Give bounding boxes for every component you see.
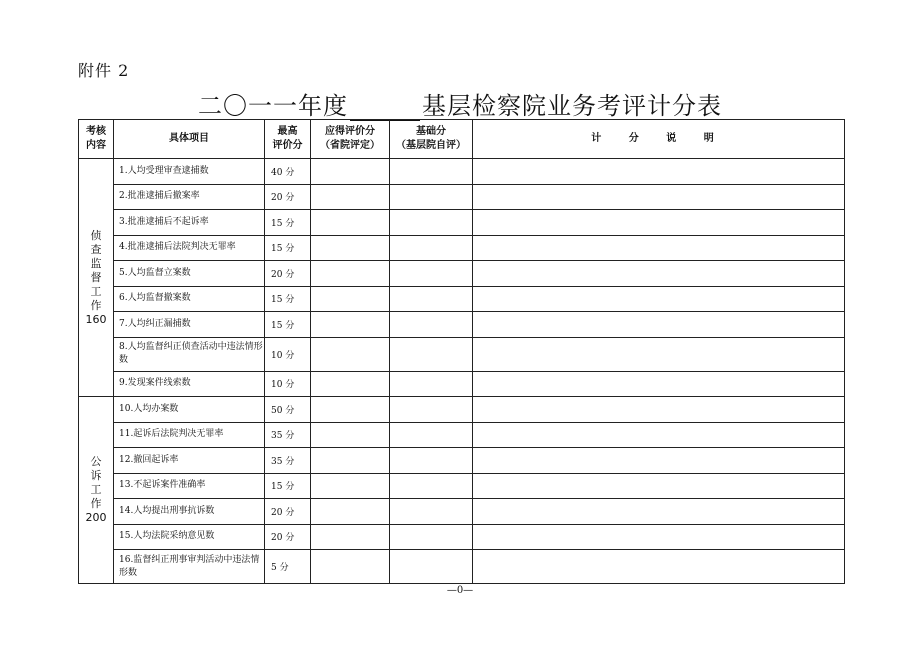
- base-score-cell[interactable]: [390, 210, 473, 236]
- item-cell: 14.人均提出刑事抗诉数: [114, 499, 265, 525]
- table-row: [79, 550, 845, 584]
- explanation-cell[interactable]: [473, 210, 845, 236]
- explanation-cell[interactable]: [473, 448, 845, 474]
- table-body: [79, 159, 845, 584]
- header-max-score: 最高 评价分: [265, 120, 311, 159]
- explanation-cell[interactable]: [473, 550, 845, 584]
- item-cell: 4.批准逮捕后法院判决无罪率: [114, 235, 265, 261]
- max-score-cell: 20 分: [265, 184, 311, 210]
- table-row: [79, 499, 845, 525]
- max-score-cell: 50 分: [265, 397, 311, 423]
- attachment-label: 附件 2: [78, 61, 130, 80]
- table-row: [79, 312, 845, 338]
- max-score-cell: 15 分: [265, 312, 311, 338]
- explanation-cell[interactable]: [473, 261, 845, 287]
- table-row: [79, 184, 845, 210]
- provincial-score-cell[interactable]: [311, 422, 390, 448]
- table-row: [79, 235, 845, 261]
- table-row: [79, 448, 845, 474]
- explanation-cell[interactable]: [473, 337, 845, 371]
- table-row: [79, 261, 845, 287]
- table-row: [79, 397, 845, 423]
- title-blank-line: [350, 97, 420, 121]
- table-row: [79, 159, 845, 185]
- header-category: 考核 内容: [79, 120, 114, 159]
- max-score-cell: 40 分: [265, 159, 311, 185]
- base-score-cell[interactable]: [390, 312, 473, 338]
- base-score-cell[interactable]: [390, 261, 473, 287]
- item-cell: 1.人均受理审查逮捕数: [114, 159, 265, 185]
- max-score-cell: 15 分: [265, 286, 311, 312]
- item-cell: 5.人均监督立案数: [114, 261, 265, 287]
- base-score-cell[interactable]: [390, 422, 473, 448]
- title-main: 基层检察院业务考评计分表: [422, 92, 722, 120]
- provincial-score-cell[interactable]: [311, 499, 390, 525]
- provincial-score-cell[interactable]: [311, 337, 390, 371]
- header-base-score: 基础分 （基层院自评）: [390, 120, 473, 159]
- table-row: [79, 524, 845, 550]
- table-row: [79, 473, 845, 499]
- explanation-cell[interactable]: [473, 397, 845, 423]
- base-score-cell[interactable]: [390, 159, 473, 185]
- explanation-cell[interactable]: [473, 235, 845, 261]
- explanation-cell[interactable]: [473, 499, 845, 525]
- item-cell: 13.不起诉案件准确率: [114, 473, 265, 499]
- max-score-cell: 10 分: [265, 337, 311, 371]
- base-score-cell[interactable]: [390, 337, 473, 371]
- table-row: [79, 337, 845, 371]
- explanation-cell[interactable]: [473, 524, 845, 550]
- explanation-cell[interactable]: [473, 473, 845, 499]
- max-score-cell: 20 分: [265, 524, 311, 550]
- provincial-score-cell[interactable]: [311, 397, 390, 423]
- item-cell: 6.人均监督撤案数: [114, 286, 265, 312]
- max-score-cell: 15 分: [265, 473, 311, 499]
- provincial-score-cell[interactable]: [311, 524, 390, 550]
- category-cell: 公 诉 工 作 200: [79, 397, 114, 584]
- header-item: 具体项目: [114, 120, 265, 159]
- table-row: [79, 422, 845, 448]
- header-explanation: 计 分 说 明: [473, 120, 845, 159]
- item-cell: 9.发现案件线索数: [114, 371, 265, 397]
- provincial-score-cell[interactable]: [311, 448, 390, 474]
- base-score-cell[interactable]: [390, 524, 473, 550]
- explanation-cell[interactable]: [473, 159, 845, 185]
- base-score-cell[interactable]: [390, 235, 473, 261]
- explanation-cell[interactable]: [473, 312, 845, 338]
- item-cell: 3.批准逮捕后不起诉率: [114, 210, 265, 236]
- provincial-score-cell[interactable]: [311, 261, 390, 287]
- item-cell: 16.监督纠正刑事审判活动中违法情形数: [114, 550, 265, 584]
- max-score-cell: 5 分: [265, 550, 311, 584]
- item-cell: 12.撤回起诉率: [114, 448, 265, 474]
- max-score-cell: 20 分: [265, 499, 311, 525]
- max-score-cell: 35 分: [265, 448, 311, 474]
- provincial-score-cell[interactable]: [311, 371, 390, 397]
- table-row: [79, 371, 845, 397]
- page-number: —0—: [446, 585, 474, 596]
- max-score-cell: 15 分: [265, 235, 311, 261]
- base-score-cell[interactable]: [390, 184, 473, 210]
- header-provincial-score: 应得评价分 （省院评定）: [311, 120, 390, 159]
- table-row: [79, 286, 845, 312]
- table-header-row: [79, 120, 845, 159]
- item-cell: 2.批准逮捕后撤案率: [114, 184, 265, 210]
- provincial-score-cell[interactable]: [311, 550, 390, 584]
- item-cell: 15.人均法院采纳意见数: [114, 524, 265, 550]
- explanation-cell[interactable]: [473, 184, 845, 210]
- base-score-cell[interactable]: [390, 499, 473, 525]
- item-cell: 11.起诉后法院判决无罪率: [114, 422, 265, 448]
- item-cell: 7.人均纠正漏捕数: [114, 312, 265, 338]
- max-score-cell: 35 分: [265, 422, 311, 448]
- base-score-cell[interactable]: [390, 550, 473, 584]
- max-score-cell: 10 分: [265, 371, 311, 397]
- explanation-cell[interactable]: [473, 371, 845, 397]
- title-year: 二〇一一年度: [198, 92, 348, 120]
- max-score-cell: 20 分: [265, 261, 311, 287]
- base-score-cell[interactable]: [390, 371, 473, 397]
- base-score-cell[interactable]: [390, 448, 473, 474]
- provincial-score-cell[interactable]: [311, 159, 390, 185]
- table-row: [79, 210, 845, 236]
- page-title: [0, 86, 920, 121]
- provincial-score-cell[interactable]: [311, 312, 390, 338]
- provincial-score-cell[interactable]: [311, 473, 390, 499]
- base-score-cell[interactable]: [390, 286, 473, 312]
- provincial-score-cell[interactable]: [311, 210, 390, 236]
- explanation-cell[interactable]: [473, 422, 845, 448]
- score-table: [78, 119, 845, 584]
- max-score-cell: 15 分: [265, 210, 311, 236]
- provincial-score-cell[interactable]: [311, 235, 390, 261]
- base-score-cell[interactable]: [390, 397, 473, 423]
- item-cell: 10.人均办案数: [114, 397, 265, 423]
- provincial-score-cell[interactable]: [311, 286, 390, 312]
- provincial-score-cell[interactable]: [311, 184, 390, 210]
- base-score-cell[interactable]: [390, 473, 473, 499]
- item-cell: 8.人均监督纠正侦查活动中违法情形数: [114, 337, 265, 371]
- explanation-cell[interactable]: [473, 286, 845, 312]
- category-cell: 侦 查 监 督 工 作 160: [79, 159, 114, 397]
